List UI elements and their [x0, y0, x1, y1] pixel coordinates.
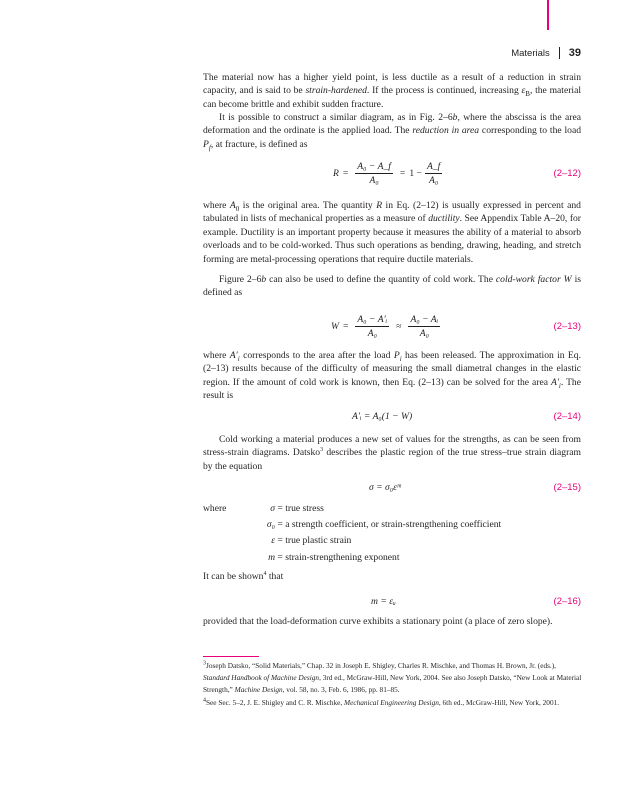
paragraph-ductility: where $A_0$ is the original area. The quantity R in Eq. (2–12) is usually expressed in percent and tabulated in lists of mechanical properties as a measure of ductility. See Appendix Table A–20, for example. Ductility is an important property because it measures the ability of a material to absorb overloads and to be cold-worked. Thus such operations as bending, drawing, heading, and stretch forming are metal-processing operations that require ductile materials. [203, 200, 582, 265]
definition-row: σ₀ = a strength coefficient, or strain-strengthening coefficient [266, 519, 502, 531]
equation-number: (2–13) [553, 320, 581, 332]
equation-2-14: A′ᵢ = A₀(1 − W) (2–14) [203, 408, 581, 424]
definition-row: m = strain-strengthening exponent [268, 551, 400, 563]
equation-2-13: W = $\frac{\text{A₀ − A′ᵢ}}{\text{A₀}}$ ≈ $\frac{\text{A₀ − Aᵢ}}{\text{A₀}}$ (2–13) [203, 311, 581, 341]
footnote-4: $^4$See Sec. 5–2, J. E. Shigley and C. R. Mischke, Mechanical Engineering Design, 6th ed., McGraw-Hill, New York, 2001. [203, 697, 560, 707]
paragraph-approximation: where $A'_i$ corresponds to the area after the load $P_i$ has been released. The approximation in Eq. (2–13) results because of the difficulty of measuring the small diametral changes in the elastic region. If the amount of cold work is known, then Eq. (2–13) can be solved for the area $A'_i$. The result is [203, 350, 581, 402]
paragraph-it-can-be-shown: It can be shown$^4$ that [203, 570, 284, 582]
definition-row: ε = true plastic strain [271, 535, 352, 547]
definition-row: σ = true stress [270, 503, 324, 514]
page-edge-accent-bar [547, 0, 549, 30]
paragraph-datsko-plastic-region: Cold working a material produces a new set of values for the strengths, as can be seen from stress-strain diagrams. Datsko$^3$ describes the plastic region of the true stress–true strain diagram by the equation [203, 434, 582, 472]
paragraph-cold-work: Figure 2–6b can also be used to define the quantity of cold work. The cold-work factor W is defined as [203, 274, 581, 299]
equation-number: (2–14) [553, 410, 581, 422]
paragraph-stationary-point: provided that the load-deformation curve exhibits a stationary point (a place of zero slope). [203, 616, 553, 627]
footnote-rule [203, 656, 259, 657]
equation-number: (2–16) [553, 595, 581, 607]
equation-number: (2–15) [553, 481, 581, 493]
where-label: where [203, 503, 227, 514]
symbol-definitions [253, 501, 501, 566]
footnote-3: $^3$Joseph Datsko, “Solid Materials,” Chap. 32 in Joseph E. Shigley, Charles R. Mischke, and Thomas H. Brown, Jr. (eds.), Standard Handbook of Machine Design, 3rd ed., McGraw-Hill, New York, 2004. See also Joseph Datsko, “New Look at Material Strength,” Machine Design, vol. 58, no. 3, Feb. 6, 1986, pp. 81–85. [203, 660, 582, 694]
equation-number: (2–12) [553, 167, 581, 179]
header-divider [559, 47, 560, 59]
page-number: 39 [568, 47, 581, 59]
equation-2-15: σ = σ₀εᵐ (2–15) [203, 479, 581, 495]
paragraph-reduction-in-area: It is possible to construct a similar diagram, as in Fig. 2–6b, where the abscissa is the area deformation and the ordinate is the applied load. The reduction in area corresponding to the load $P_f$, at fracture, is defined as [203, 112, 581, 152]
equation-2-16: m = εᵤ (2–16) [203, 593, 581, 609]
equation-2-12: R = $\frac{\text{A₀ − A\_f}}{\text{A₀}}$ = 1 − $\frac{A\_f}{\text{A₀}}$ (2–12) [203, 158, 581, 188]
section-title: Materials [511, 47, 550, 59]
running-header [511, 47, 581, 59]
paragraph-strain-hardening: The material now has a higher yield point, is less ductile as a result of a reduction in strain capacity, and is said to be strain-hardened. If the process is continued, increasing $\varepsilon_B$, the material can become brittle and exhibit sudden fracture. [203, 72, 581, 110]
